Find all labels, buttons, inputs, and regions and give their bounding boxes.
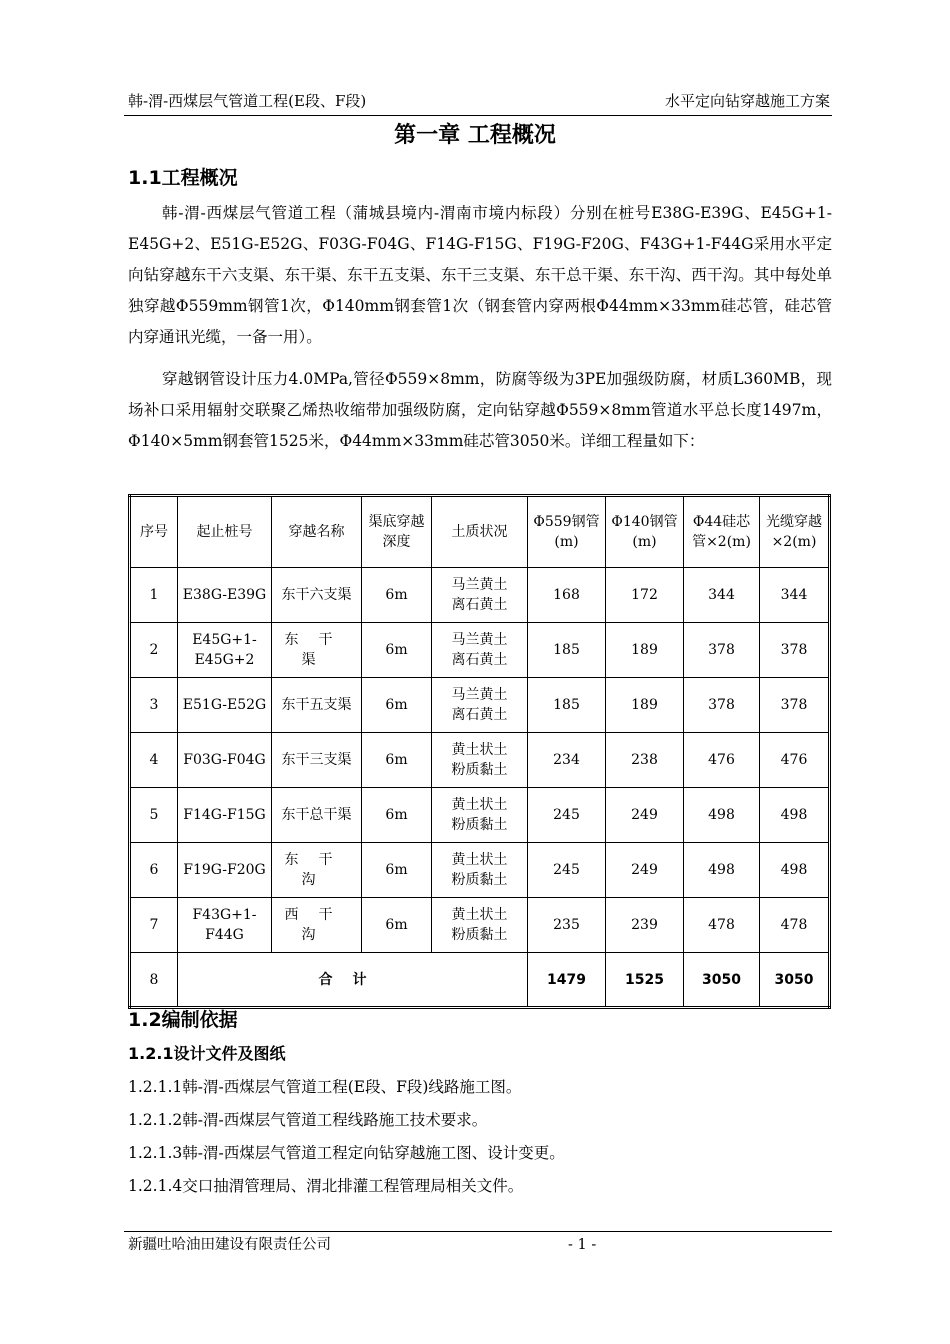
cell-name: 东干六支渠 <box>272 568 362 623</box>
cell-depth: 6m <box>362 623 432 678</box>
cell-total-cable: 3050 <box>760 953 830 1008</box>
cell-p559: 245 <box>528 843 606 898</box>
cell-name: 东干三支渠 <box>272 733 362 788</box>
page-number: - 1 - <box>568 1237 597 1253</box>
cell-p559: 235 <box>528 898 606 953</box>
cell-total-p44: 3050 <box>684 953 760 1008</box>
cell-p559: 234 <box>528 733 606 788</box>
cell-no: 5 <box>130 788 178 843</box>
cell-depth: 6m <box>362 678 432 733</box>
table-row <box>130 898 830 953</box>
list-item: 1.2.1.3韩-渭-西煤层气管道工程定向钻穿越施工图、设计变更。 <box>128 1144 565 1162</box>
cell-p44: 344 <box>684 568 760 623</box>
cell-p559: 245 <box>528 788 606 843</box>
cell-station: F19G-F20G <box>178 843 272 898</box>
cell-soil: 黄土状土粉质黏土 <box>432 733 528 788</box>
table-row <box>130 733 830 788</box>
cell-p140: 239 <box>606 898 684 953</box>
cell-p44: 478 <box>684 898 760 953</box>
cell-p140: 172 <box>606 568 684 623</box>
list-item: 1.2.1.2韩-渭-西煤层气管道工程线路施工技术要求。 <box>128 1111 488 1129</box>
cell-station: E51G-E52G <box>178 678 272 733</box>
cell-cable: 498 <box>760 788 830 843</box>
cell-cable: 378 <box>760 678 830 733</box>
cell-p559: 185 <box>528 678 606 733</box>
cell-p44: 498 <box>684 788 760 843</box>
table-row <box>130 788 830 843</box>
cell-name: 东干五支渠 <box>272 678 362 733</box>
header-document-title: 水平定向钻穿越施工方案 <box>664 92 830 110</box>
cell-no: 4 <box>130 733 178 788</box>
cell-soil: 马兰黄土离石黄土 <box>432 623 528 678</box>
cell-name: 东干总干渠 <box>272 788 362 843</box>
cell-cable: 498 <box>760 843 830 898</box>
cell-no: 3 <box>130 678 178 733</box>
list-item: 1.2.1.1韩-渭-西煤层气管道工程(E段、F段)线路施工图。 <box>128 1078 522 1096</box>
cell-soil: 黄土状土粉质黏土 <box>432 843 528 898</box>
table-row <box>130 568 830 623</box>
section-heading-1-2: 1.2编制依据 <box>128 1009 238 1031</box>
cell-depth: 6m <box>362 733 432 788</box>
table-row <box>130 843 830 898</box>
col-header-p140: Φ140钢管(m) <box>606 496 684 568</box>
table-header-row <box>130 496 830 568</box>
cell-soil: 马兰黄土离石黄土 <box>432 678 528 733</box>
col-header-cable: 光缆穿越×2(m) <box>760 496 830 568</box>
cell-soil: 黄土状土粉质黏土 <box>432 788 528 843</box>
cell-total-p559: 1479 <box>528 953 606 1008</box>
cell-p44: 378 <box>684 623 760 678</box>
table-row <box>130 678 830 733</box>
cell-no: 7 <box>130 898 178 953</box>
col-header-station: 起止桩号 <box>178 496 272 568</box>
cell-p140: 238 <box>606 733 684 788</box>
cell-soil: 黄土状土粉质黏土 <box>432 898 528 953</box>
cell-depth: 6m <box>362 843 432 898</box>
cell-cable: 478 <box>760 898 830 953</box>
footer-rule <box>124 1231 832 1232</box>
cell-depth: 6m <box>362 898 432 953</box>
cell-p559: 168 <box>528 568 606 623</box>
cell-p44: 378 <box>684 678 760 733</box>
chapter-title: 第一章 工程概况 <box>394 123 556 148</box>
cell-station: E45G+1-E45G+2 <box>178 623 272 678</box>
section-heading-1-1: 1.1工程概况 <box>128 167 238 189</box>
subsection-heading-1-2-1: 1.2.1设计文件及图纸 <box>128 1044 286 1063</box>
cell-station: F03G-F04G <box>178 733 272 788</box>
cell-name: 东干沟 <box>272 843 362 898</box>
col-header-soil: 土质状况 <box>432 496 528 568</box>
table-total-row <box>130 953 830 1008</box>
cell-name: 东干渠 <box>272 623 362 678</box>
cell-station: F14G-F15G <box>178 788 272 843</box>
overview-paragraph: 韩-渭-西煤层气管道工程（蒲城县境内-渭南市境内标段）分别在桩号E38G-E39G、E45G+1-E45G+2、E51G-E52G、F03G-F04G、F14G-F15G、F19G-F20G、F43G+1-F44G采用水平定向钻穿越东干六支渠、东干渠、东干五支渠、东干三支渠、东干总干渠、东干沟、西干沟。其中每处单独穿越Φ559mm钢管1次，Φ140mm钢套管1次（钢套管内穿两根Φ44mm×33mm硅芯管，硅芯管内穿通讯光缆，一备一用）。 <box>128 204 832 346</box>
cell-p140: 189 <box>606 678 684 733</box>
page-footer <box>128 1234 830 1256</box>
cell-station: E38G-E39G <box>178 568 272 623</box>
list-item: 1.2.1.4交口抽渭管理局、渭北排灌工程管理局相关文件。 <box>128 1177 524 1195</box>
cell-no: 1 <box>130 568 178 623</box>
cell-p44: 476 <box>684 733 760 788</box>
col-header-p44: Φ44硅芯管×2(m) <box>684 496 760 568</box>
cell-p140: 249 <box>606 843 684 898</box>
cell-no: 6 <box>130 843 178 898</box>
quantities-table <box>128 494 831 1009</box>
col-header-depth: 渠底穿越深度 <box>362 496 432 568</box>
cell-depth: 6m <box>362 568 432 623</box>
col-header-name: 穿越名称 <box>272 496 362 568</box>
col-header-no: 序号 <box>130 496 178 568</box>
pipe-spec-paragraph: 穿越钢管设计压力4.0MPa,管径Φ559×8mm，防腐等级为3PE加强级防腐，材质L360MB，现场补口采用辐射交联聚乙烯热收缩带加强级防腐，定向钻穿越Φ559×8mm管道水平总长度1497m，Φ140×5mm钢套管1525米，Φ44mm×33mm硅芯管3050米。详细工程量如下： <box>128 370 832 450</box>
cell-p44: 498 <box>684 843 760 898</box>
cell-total-p140: 1525 <box>606 953 684 1008</box>
header-project-title: 韩-渭-西煤层气管道工程(E段、F段) <box>128 92 367 110</box>
cell-soil: 马兰黄土离石黄土 <box>432 568 528 623</box>
cell-depth: 6m <box>362 788 432 843</box>
header-rule <box>124 115 832 116</box>
cell-p140: 189 <box>606 623 684 678</box>
cell-no: 2 <box>130 623 178 678</box>
cell-station: F43G+1-F44G <box>178 898 272 953</box>
cell-name: 西干沟 <box>272 898 362 953</box>
cell-total-label: 合计 <box>178 953 528 1008</box>
cell-cable: 476 <box>760 733 830 788</box>
cell-p140: 249 <box>606 788 684 843</box>
footer-company: 新疆吐哈油田建设有限责任公司 <box>128 1237 331 1253</box>
cell-cable: 378 <box>760 623 830 678</box>
page-header <box>128 90 830 114</box>
cell-cable: 344 <box>760 568 830 623</box>
table-row <box>130 623 830 678</box>
cell-p559: 185 <box>528 623 606 678</box>
col-header-p559: Φ559钢管(m) <box>528 496 606 568</box>
cell-no: 8 <box>130 953 178 1008</box>
